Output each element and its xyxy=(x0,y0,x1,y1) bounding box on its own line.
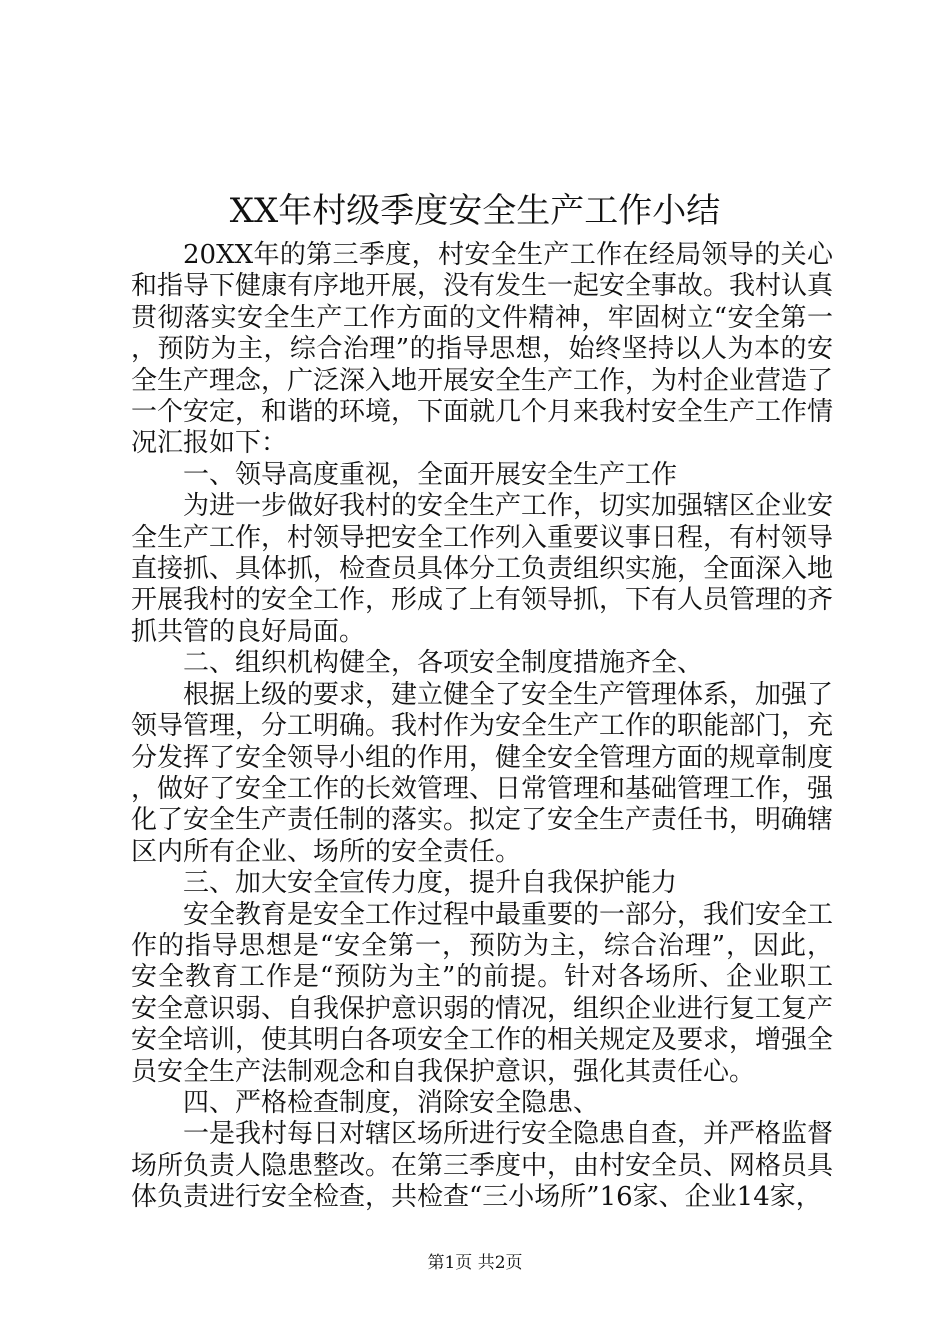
paragraph-section-1: 为进一步做好我村的安全生产工作，切实加强辖区企业安全生产工作，村领导把安全工作列入重要议事日程，有村领导直接抓、具体抓，检查员具体分工负责组织实施，全面深入地开展我村的安全工作，形成了上有领导抓，下有人员管理的齐抓共管的良好局面。 xyxy=(131,491,834,647)
document-title: XX年村级季度安全生产工作小结 xyxy=(229,191,721,231)
paragraph-section-3: 安全教育是安全工作过程中最重要的一部分，我们安全工作的指导思想是“安全第一，预防为主，综合治理”，因此，安全教育工作是“预防为主”的前提。针对各场所、企业职工安全意识弱、自我保护意识弱的情况，组织企业进行复工复产安全培训，使其明白各项安全工作的相关规定及要求，增强全员安全生产法制观念和自我保护意识，强化其责任心。 xyxy=(131,899,834,1087)
paragraph-section-2: 根据上级的要求，建立健全了安全生产管理体系，加强了领导管理，分工明确。我村作为安全生产工作的职能部门，充分发挥了安全领导小组的作用，健全安全管理方面的规章制度，做好了安全工作的长效管理、日常管理和基础管理工作，强化了安全生产责任制的落实。拟定了安全生产责任书，明确辖区内所有企业、场所的安全责任。 xyxy=(131,679,834,867)
paragraph-section-4: 一是我村每日对辖区场所进行安全隐患自查，并严格监督场所负责人隐患整改。在第三季度中，由村安全员、网格员具体负责进行安全检查，共检查“三小场所”16家、企业14家， xyxy=(131,1119,834,1213)
page-footer: 第1页 共2页 xyxy=(427,1253,523,1273)
document-body xyxy=(131,240,833,1214)
section-heading-4: 四、严格检查制度，消除安全隐患、 xyxy=(183,1087,600,1118)
section-heading-2: 二、组织机构健全，各项安全制度措施齐全、 xyxy=(183,648,704,679)
paragraph-intro: 20XX年的第三季度，村安全生产工作在经局领导的关心和指导下健康有序地开展，没有发生一起安全事故。我村认真贯彻落实安全生产工作方面的文件精神，牢固树立“安全第一，预防为主，综合治理”的指导思想，始终坚持以人为本的安全生产理念，广泛深入地开展安全生产工作，为村企业营造了一个安定，和谐的环境，下面就几个月来我村安全生产工作情况汇报如下： xyxy=(131,240,834,459)
section-heading-3: 三、加大安全宣传力度，提升自我保护能力 xyxy=(183,868,678,899)
section-heading-1: 一、领导高度重视，全面开展安全生产工作 xyxy=(183,459,678,490)
